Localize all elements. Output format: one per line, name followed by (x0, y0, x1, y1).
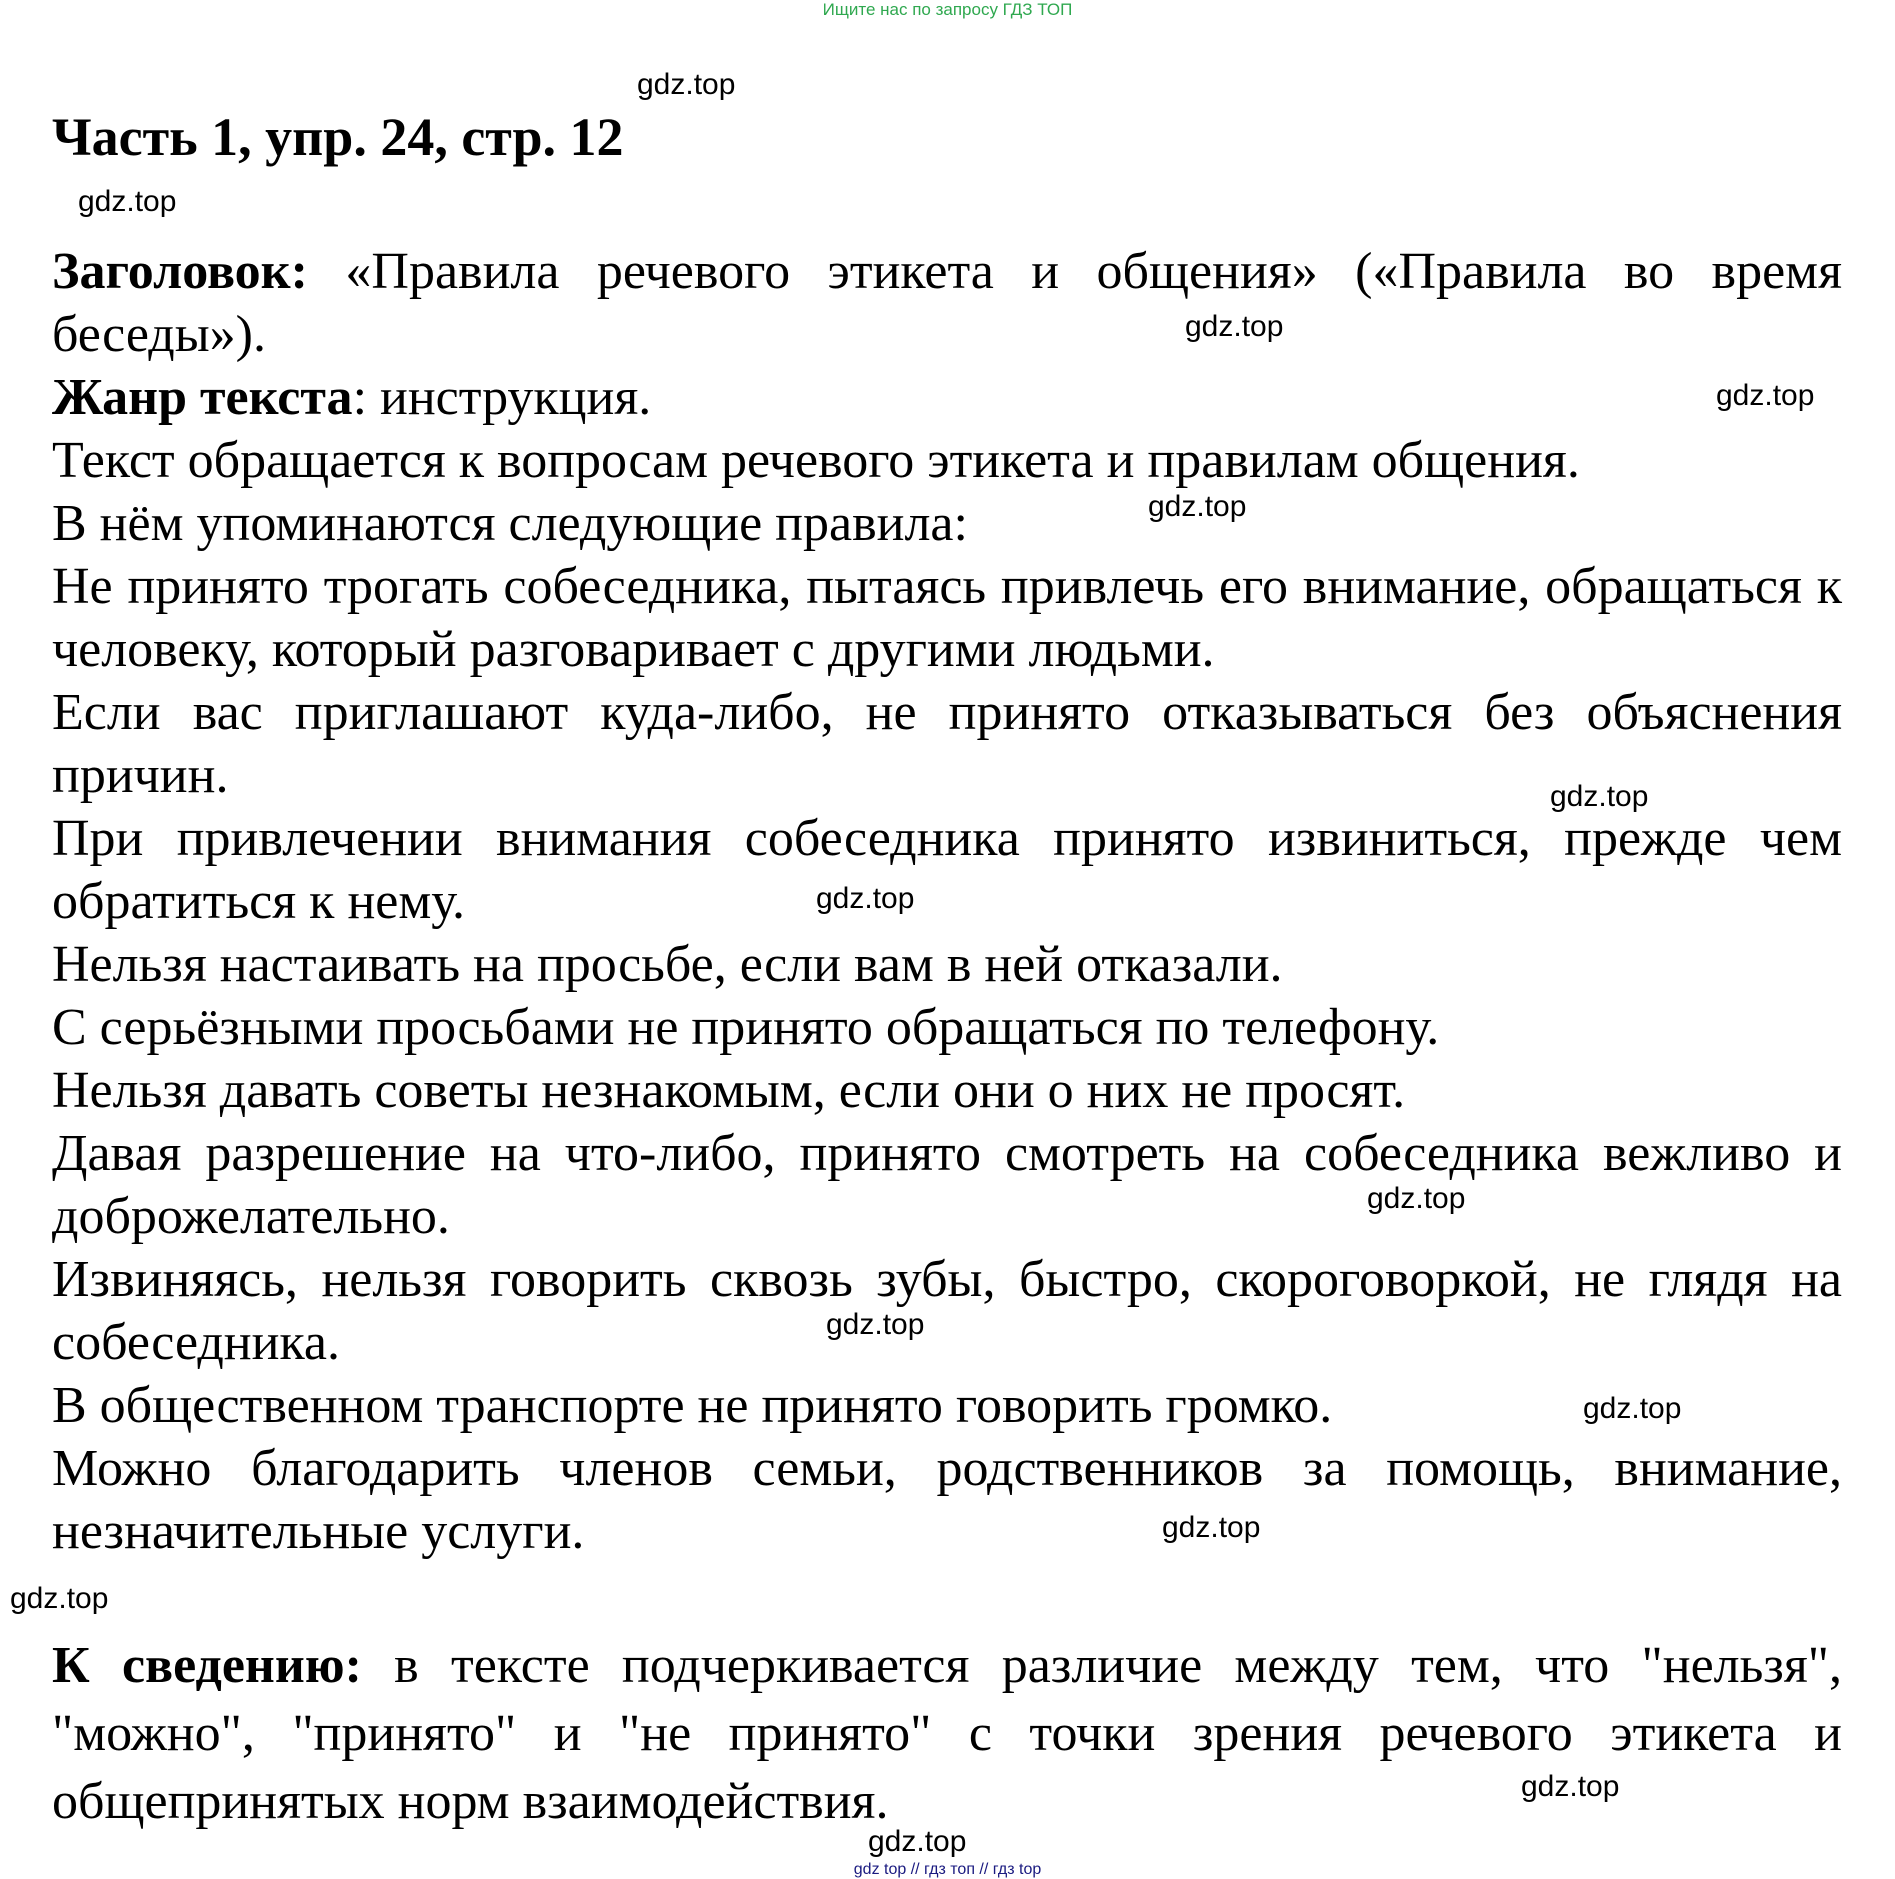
heading-line (52, 240, 1842, 366)
paragraph: Текст обращается к вопросам речевого этикета и правилам общения. (52, 432, 1580, 489)
rule-item: Нельзя давать советы незнакомым, если они о них не просят. (52, 1062, 1406, 1119)
watermark: gdz.top (78, 185, 177, 218)
rule-item: Можно благодарить членов семьи, родственников за помощь, внимание, незначительные услуги. (52, 1440, 1842, 1560)
heading-text: «Правила речевого этикета и общения» («Правила во время беседы»). (52, 243, 1842, 363)
watermark: gdz.top (1521, 1770, 1620, 1803)
watermark: gdz.top (637, 68, 736, 101)
heading-label: Заголовок: (52, 243, 308, 300)
genre-label: Жанр текста (52, 369, 353, 426)
paragraph: В нём упоминаются следующие правила: (52, 495, 968, 552)
rule-item: С серьёзными просьбами не принято обращаться по телефону. (52, 999, 1440, 1056)
watermark: gdz.top (1716, 379, 1815, 412)
watermark: gdz.top (816, 882, 915, 915)
watermark: gdz.top (1185, 310, 1284, 343)
footer-links: gdz top // гдз топ // гдз top (853, 1861, 1042, 1878)
rule-item: При привлечении внимания собеседника принято извиниться, прежде чем обратиться к нему. (52, 810, 1842, 930)
page-title: Часть 1, упр. 24, стр. 12 (52, 107, 624, 167)
note-label: К сведению: (52, 1637, 362, 1694)
note-paragraph (52, 1632, 1842, 1836)
rule-item: Извиняясь, нельзя говорить сквозь зубы, быстро, скороговоркой, не глядя на собеседника. (52, 1251, 1842, 1371)
watermark: gdz.top (1583, 1392, 1682, 1425)
rule-item: Если вас приглашают куда-либо, не принято отказываться без объяснения причин. (52, 684, 1842, 804)
watermark: gdz.top (1162, 1511, 1261, 1544)
genre-line (52, 366, 1842, 429)
rule-item: Не принято трогать собеседника, пытаясь привлечь его внимание, обращаться к человеку, который разговаривает с другими людьми. (52, 558, 1842, 678)
watermark: gdz.top (1148, 490, 1247, 523)
rule-item: Давая разрешение на что-либо, принято смотреть на собеседника вежливо и доброжелательно. (52, 1125, 1842, 1245)
watermark: gdz.top (1367, 1182, 1466, 1215)
answer-body (52, 240, 1842, 1563)
watermark: gdz.top (1550, 780, 1649, 813)
watermark: gdz.top (10, 1582, 109, 1615)
genre-text: : инструкция. (352, 369, 652, 426)
note-text: в тексте подчеркивается различие между тем, что "нельзя", "можно", "принято" и "не принято" с точки зрения речевого этикета и общепринятых норм взаимодействия. (52, 1637, 1842, 1830)
rule-item: Нельзя настаивать на просьбе, если вам в ней отказали. (52, 936, 1283, 993)
watermark: gdz.top (868, 1825, 967, 1858)
rule-item: В общественном транспорте не принято говорить громко. (52, 1377, 1333, 1434)
watermark: gdz.top (826, 1308, 925, 1341)
top-banner: Ищите нас по запросу ГДЗ ТОП (822, 0, 1073, 19)
